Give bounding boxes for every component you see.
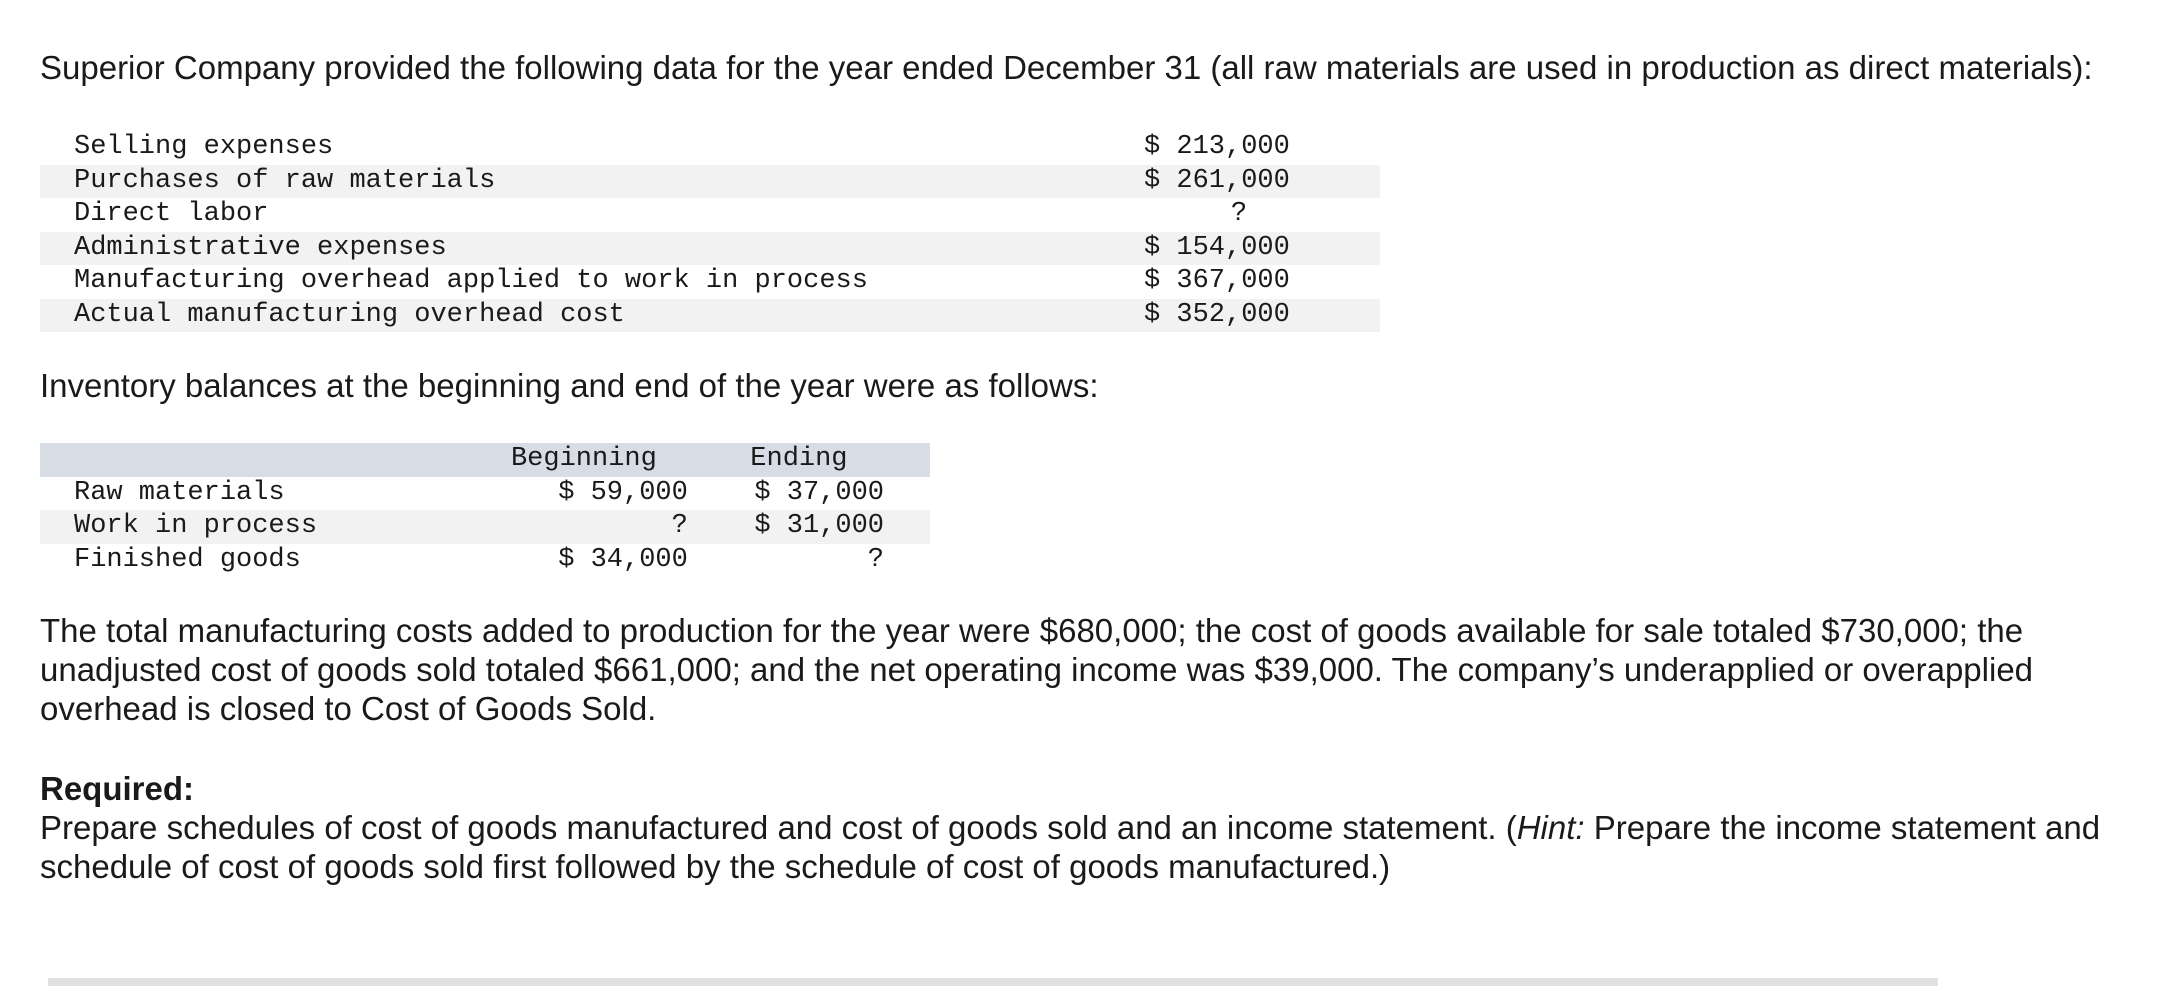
table-row [40,198,1380,232]
header-ending: Ending [688,443,930,477]
expense-table [40,131,1380,332]
inventory-label: Work in process [40,510,440,544]
expense-value: $ 261,000 [1144,165,1380,199]
expense-label: Manufacturing overhead applied to work in process [74,266,868,296]
expense-label: Administrative expenses [40,232,1144,266]
inventory-beginning: ? [440,510,688,544]
expense-value: $ 213,000 [1144,132,1290,162]
table-row [40,131,1380,165]
table-row [40,165,1380,199]
table-row [40,510,930,544]
table-row [40,299,1380,333]
expense-label: Direct labor [74,199,269,229]
inventory-label: Raw materials [74,477,285,508]
inventory-label: Finished goods [74,544,301,575]
required-text-after: Prepare the income statement and schedule of cost of goods sold first followed by the schedule of cost of goods manufactured.) [40,809,2101,885]
table-row [40,232,1380,266]
answer-panel-top-edge [48,978,1938,986]
expense-value: ? [1230,199,1248,229]
inventory-ending: ? [867,544,884,575]
inventory-table [40,443,930,577]
summary-text: The total manufacturing costs added to production for the year were $680,000; the cost of goods available for sale totaled $730,000; the unadjusted cost of goods sold totaled $661,000; and the net operating income was $39,000. The company’s underapplied or overapplied overhead is closed to Cost of Goods Sold. [40,612,2034,727]
header-blank [40,443,440,477]
expense-label: Actual manufacturing overhead cost [40,299,1144,333]
table-row [40,477,930,511]
expense-value: $ 352,000 [1144,299,1380,333]
inventory-ending: $ 31,000 [688,510,930,544]
table-header-row [40,443,930,477]
required-heading: Required: [40,770,195,807]
problem-content [40,48,2140,886]
intro-text: Superior Company provided the following data for the year ended December 31 (all raw materials are used in production as direct materials): [40,49,2093,86]
expense-label: Selling expenses [74,132,334,162]
hint-label: Hint: [1516,809,1585,846]
inventory-intro-text: Inventory balances at the beginning and end of the year were as follows: [40,367,1099,404]
header-beginning: Beginning [440,443,688,477]
required-text [40,808,2140,886]
inventory-beginning: $ 34,000 [558,544,688,575]
inventory-beginning: $ 59,000 [558,477,688,508]
expense-label: Purchases of raw materials [40,165,1144,199]
table-row [40,265,1380,299]
table-row [40,544,930,578]
inventory-ending: $ 37,000 [754,477,884,508]
expense-value: $ 367,000 [1144,266,1290,296]
required-text-before: Prepare schedules of cost of goods manufactured and cost of goods sold and an income statement. ( [40,809,1517,846]
expense-value: $ 154,000 [1144,232,1380,266]
